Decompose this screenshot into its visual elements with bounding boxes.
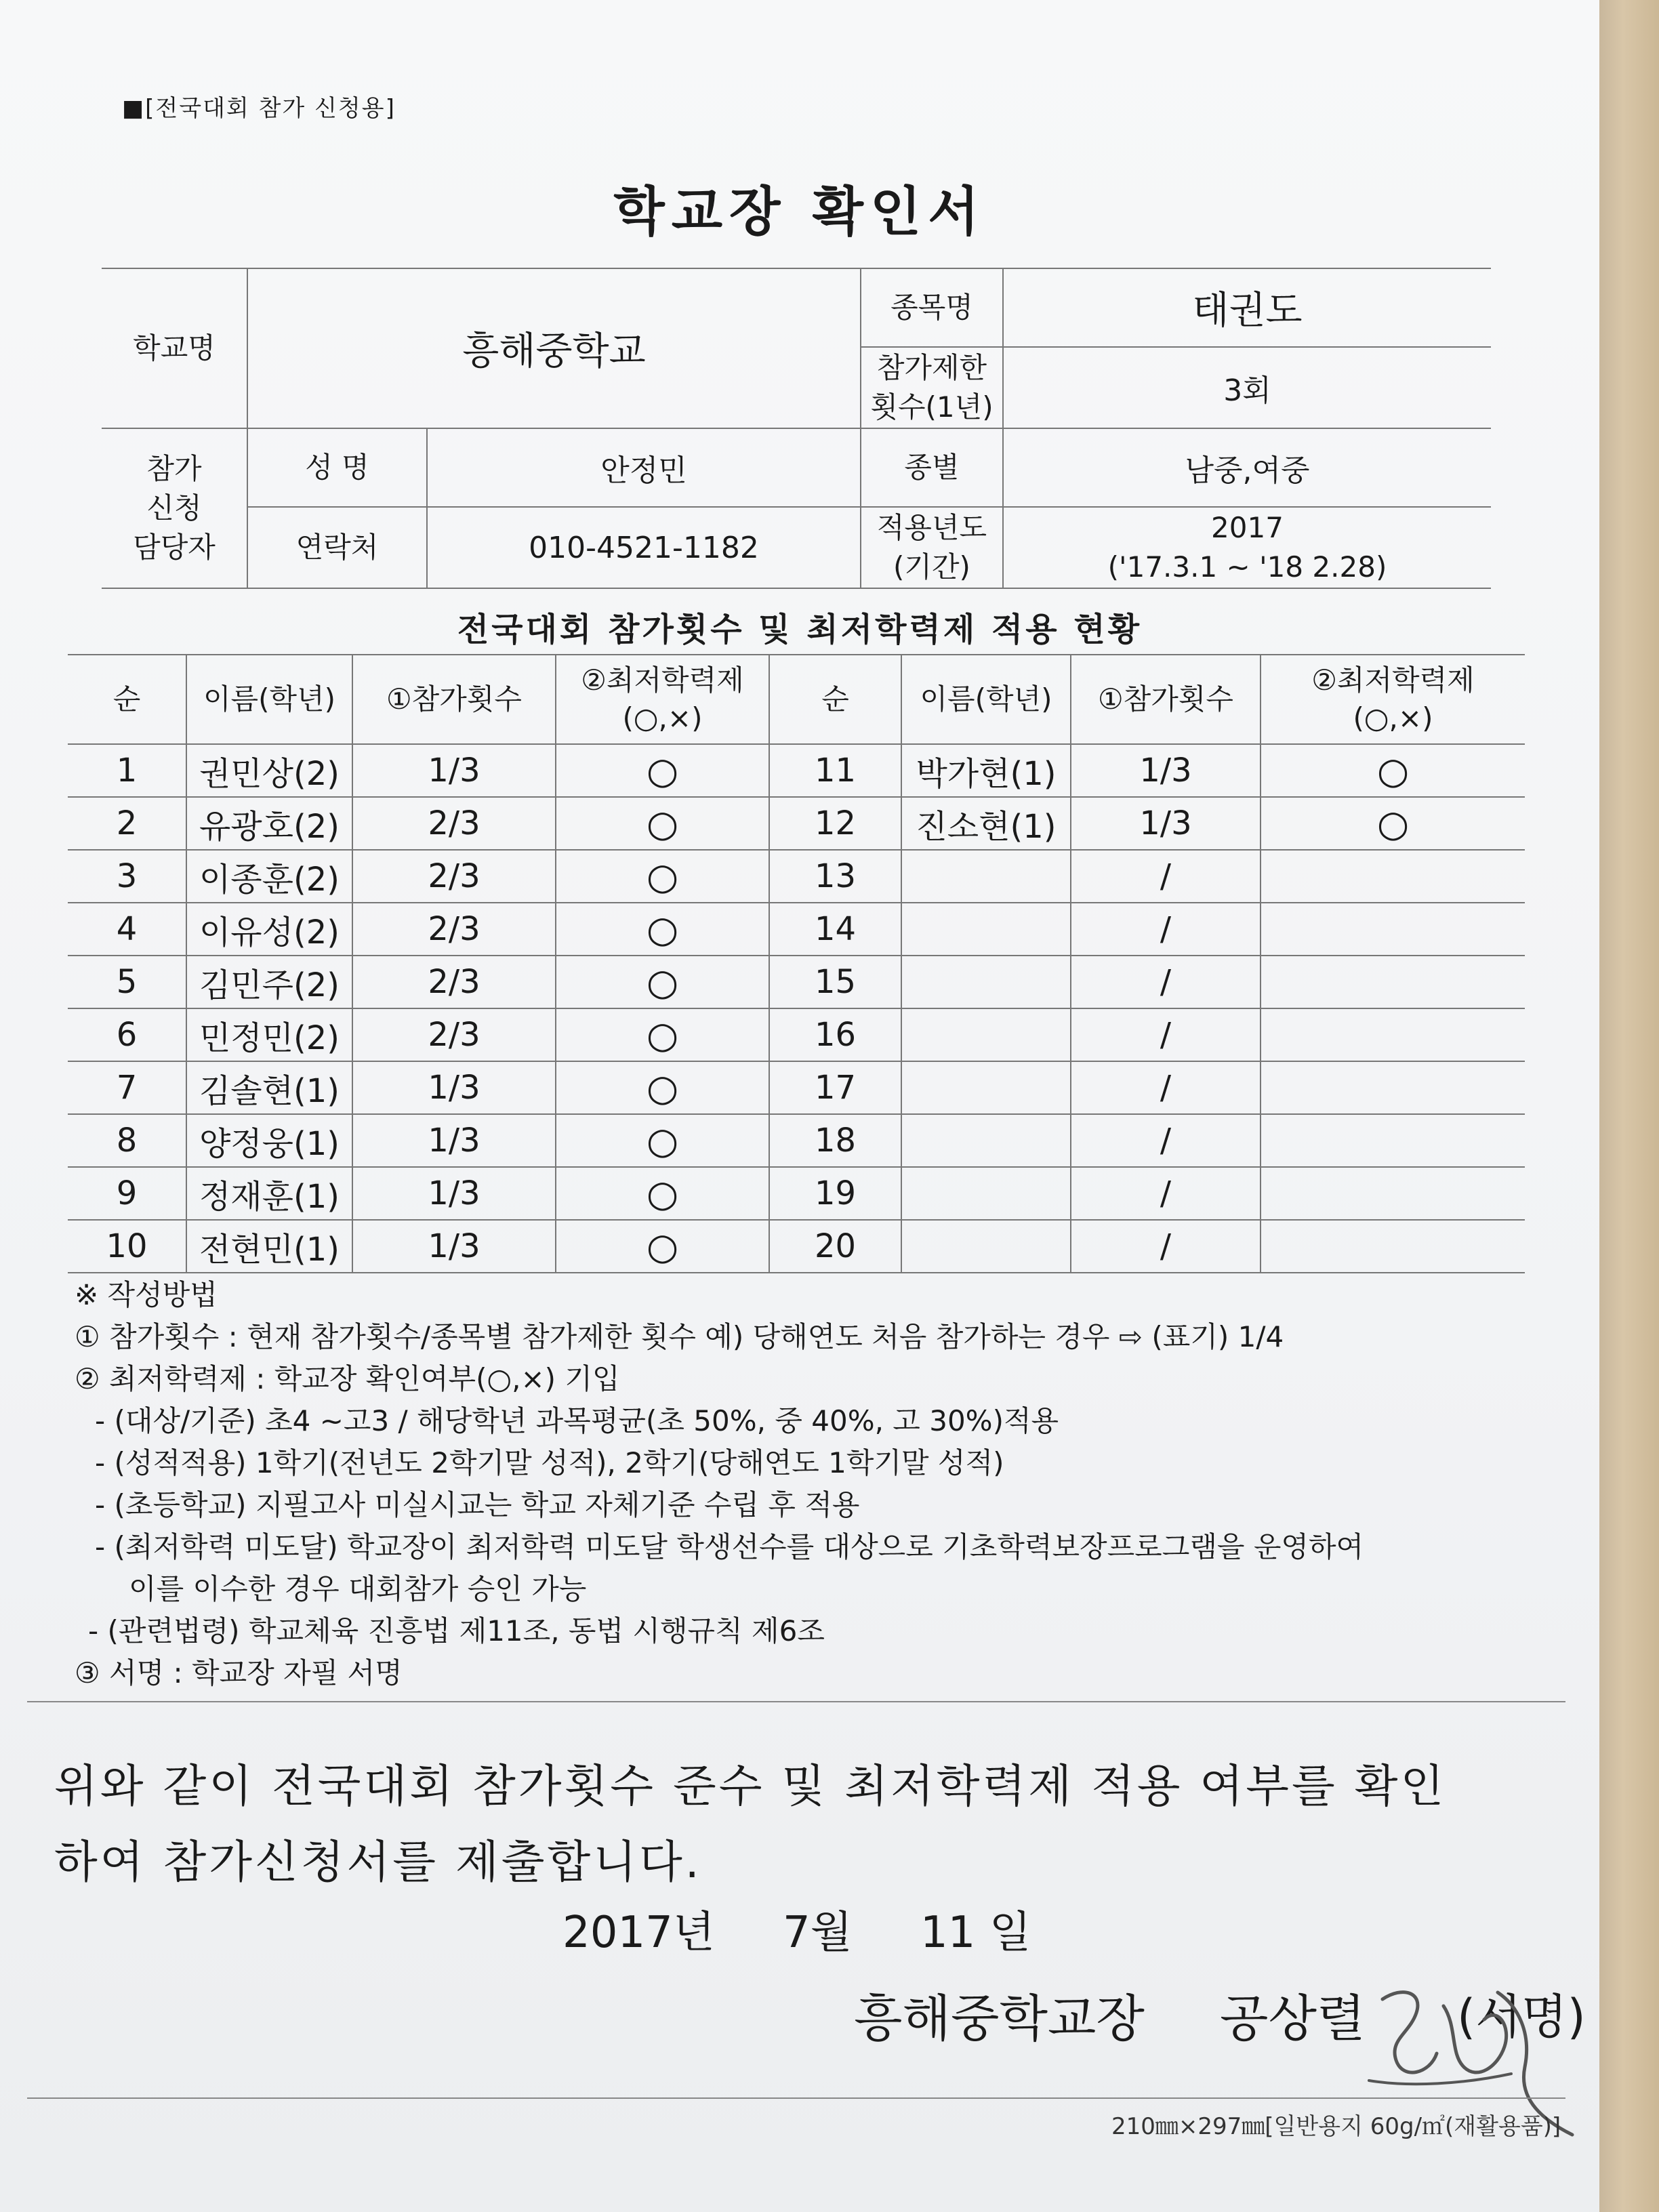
table-row (68, 1220, 1525, 1273)
cell-no: 15 (769, 956, 901, 1008)
table-row (68, 903, 1525, 956)
cell-name (901, 1008, 1071, 1061)
circle-mark: ○ (646, 1013, 679, 1057)
cell-count: / (1071, 1167, 1261, 1220)
cell-no: 4 (68, 903, 186, 956)
circle-mark: ○ (646, 802, 679, 845)
header-min: ②최저학력제 (○,×) (1261, 655, 1525, 744)
category-value: 남중,여중 (1003, 428, 1491, 507)
cell-name: 전현민(1) (186, 1220, 352, 1273)
cell-count: 2/3 (352, 903, 556, 956)
cell-mark (1261, 850, 1525, 903)
cell-mark (556, 956, 769, 1008)
header-no: 순 (68, 655, 186, 744)
cell-no: 7 (68, 1061, 186, 1114)
name-value: 안정민 (427, 428, 861, 507)
form-tag: ■[전국대회 참가 신청용] (122, 95, 396, 122)
cell-mark (556, 797, 769, 850)
section-title: 전국대회 참가횟수 및 최저학력제 적용 현황 (457, 611, 1143, 649)
circle-mark: ○ (1376, 802, 1410, 845)
limit-label: 참가제한 횟수(1년) (861, 347, 1003, 428)
year-value: 2017 ('17.3.1 ~ '18 2.28) (1003, 507, 1491, 588)
cell-no: 1 (68, 744, 186, 797)
note-line: 이를 이수한 경우 대회참가 승인 가능 (129, 1572, 587, 1605)
school-label: 학교명 (102, 268, 247, 428)
principal-title: 흥해중학교장 (854, 1990, 1145, 2048)
category-label: 종별 (861, 428, 1003, 507)
date-year: 2017년 (562, 1908, 715, 1958)
cell-count: 2/3 (352, 956, 556, 1008)
principal-name: 공상렬 (1220, 1990, 1366, 2048)
cell-mark (1261, 1114, 1525, 1167)
circle-mark: ○ (646, 749, 679, 792)
cell-name: 박가현(1) (901, 744, 1071, 797)
cell-mark (556, 1220, 769, 1273)
limit-value: 3회 (1003, 347, 1491, 428)
table-surface (1599, 0, 1659, 2212)
cell-no: 2 (68, 797, 186, 850)
cell-count: 1/3 (1071, 744, 1261, 797)
cell-name: 이유성(2) (186, 903, 352, 956)
cell-count: / (1071, 1061, 1261, 1114)
note-line: - (관련법령) 학교체육 진흥법 제11조, 동법 시행규칙 제6조 (88, 1614, 825, 1647)
year-label: 적용년도 (기간) (861, 507, 1003, 588)
table-body (68, 744, 1525, 1273)
cell-count: / (1071, 1008, 1261, 1061)
cell-mark (1261, 1220, 1525, 1273)
cell-no: 14 (769, 903, 901, 956)
cell-no: 20 (769, 1220, 901, 1273)
contact-label: 연락처 (247, 507, 427, 588)
table-row (68, 1114, 1525, 1167)
cell-count: 1/3 (352, 1061, 556, 1114)
declaration (54, 1748, 1446, 1900)
cell-no: 13 (769, 850, 901, 903)
table-row (68, 1061, 1525, 1114)
cell-mark (556, 744, 769, 797)
cell-count: / (1071, 850, 1261, 903)
table-row (68, 1008, 1525, 1061)
cell-no: 3 (68, 850, 186, 903)
cell-no: 10 (68, 1220, 186, 1273)
name-label: 성 명 (247, 428, 427, 507)
note-line: - (대상/기준) 초4 ~고3 / 해당학년 과목평균(초 50%, 중 40%, 고 30%)적용 (95, 1404, 1059, 1437)
cell-count: 1/3 (352, 1220, 556, 1273)
contact-value: 010-4521-1182 (427, 507, 861, 588)
cell-no: 8 (68, 1114, 186, 1167)
note-line: ③ 서명 : 학교장 자필 서명 (75, 1656, 403, 1689)
cell-count: 1/3 (352, 1114, 556, 1167)
document-date (562, 1898, 1086, 1960)
cell-name (901, 1061, 1071, 1114)
cell-count: 2/3 (352, 797, 556, 850)
cell-count: 1/3 (352, 744, 556, 797)
note-line: - (초등학교) 지필고사 미실시교는 학교 자체기준 수립 후 적용 (95, 1488, 860, 1521)
table-row (68, 744, 1525, 797)
divider (27, 1701, 1565, 1702)
info-table (102, 268, 1491, 589)
circle-mark: ○ (646, 855, 679, 898)
circle-mark: ○ (646, 1066, 679, 1109)
circle-mark: ○ (646, 960, 679, 1004)
cell-name: 김솔현(1) (186, 1061, 352, 1114)
cell-name: 진소현(1) (901, 797, 1071, 850)
event-value: 태권도 (1003, 268, 1491, 347)
school-value: 흥해중학교 (247, 268, 861, 428)
event-label: 종목명 (861, 268, 1003, 347)
cell-count: / (1071, 1220, 1261, 1273)
header-count: ①참가횟수 (1071, 655, 1261, 744)
cell-mark (1261, 1061, 1525, 1114)
cell-mark (1261, 744, 1525, 797)
cell-no: 16 (769, 1008, 901, 1061)
cell-name: 민정민(2) (186, 1008, 352, 1061)
cell-mark (556, 1167, 769, 1220)
circle-mark: ○ (1376, 749, 1410, 792)
cell-count: / (1071, 956, 1261, 1008)
cell-no: 12 (769, 797, 901, 850)
note-line: ② 최저학력제 : 학교장 확인여부(○,×) 기입 (75, 1362, 620, 1395)
cell-no: 17 (769, 1061, 901, 1114)
cell-mark (556, 1114, 769, 1167)
declaration-line: 위와 같이 전국대회 참가횟수 준수 및 최저학력제 적용 여부를 확인 (54, 1760, 1447, 1812)
cell-count: 2/3 (352, 1008, 556, 1061)
cell-no: 9 (68, 1167, 186, 1220)
cell-mark (1261, 956, 1525, 1008)
participation-table (68, 654, 1525, 1273)
cell-name: 이종훈(2) (186, 850, 352, 903)
cell-no: 18 (769, 1114, 901, 1167)
cell-mark (556, 1061, 769, 1114)
table-row (68, 797, 1525, 850)
cell-name (901, 903, 1071, 956)
header-count: ①참가횟수 (352, 655, 556, 744)
date-day: 11 일 (920, 1908, 1031, 1958)
header-name: 이름(학년) (186, 655, 352, 744)
cell-count: / (1071, 903, 1261, 956)
table-row (68, 956, 1525, 1008)
cell-name: 유광호(2) (186, 797, 352, 850)
note-line: - (성적적용) 1학기(전년도 2학기말 성적), 2학기(당해연도 1학기말 성적) (95, 1446, 1004, 1479)
signature-label: (서명) (1457, 1989, 1586, 2045)
cell-name: 정재훈(1) (186, 1167, 352, 1220)
cell-mark (1261, 903, 1525, 956)
cell-mark (1261, 1167, 1525, 1220)
cell-mark (556, 850, 769, 903)
paper-spec: 210㎜×297㎜[일반용지 60g/㎡(재활용품)] (1111, 2113, 1561, 2140)
cell-mark (556, 903, 769, 956)
cell-count: / (1071, 1114, 1261, 1167)
cell-name (901, 850, 1071, 903)
circle-mark: ○ (646, 1172, 679, 1215)
cell-count: 1/3 (1071, 797, 1261, 850)
cell-no: 6 (68, 1008, 186, 1061)
table-row (68, 850, 1525, 903)
cell-no: 11 (769, 744, 901, 797)
header-min: ②최저학력제 (○,×) (556, 655, 769, 744)
cell-name (901, 1114, 1071, 1167)
circle-mark: ○ (646, 1119, 679, 1162)
instructions (75, 1274, 1364, 1694)
document-title: 학교장 확인서 (613, 182, 986, 243)
table-header-row (68, 655, 1525, 744)
cell-no: 5 (68, 956, 186, 1008)
declaration-line: 하여 참가신청서를 제출합니다. (54, 1836, 702, 1888)
cell-name: 양정웅(1) (186, 1114, 352, 1167)
cell-mark (1261, 797, 1525, 850)
cell-name (901, 1220, 1071, 1273)
cell-name (901, 1167, 1071, 1220)
cell-name: 김민주(2) (186, 956, 352, 1008)
cell-count: 1/3 (352, 1167, 556, 1220)
cell-name: 권민상(2) (186, 744, 352, 797)
circle-mark: ○ (646, 907, 679, 951)
header-name: 이름(학년) (901, 655, 1071, 744)
cell-no: 19 (769, 1167, 901, 1220)
notes-heading: ※ 작성방법 (75, 1278, 218, 1311)
header-no: 순 (769, 655, 901, 744)
table-row (68, 1167, 1525, 1220)
cell-count: 2/3 (352, 850, 556, 903)
applicant-label: 참가 신청 담당자 (102, 428, 247, 588)
cell-name (901, 956, 1071, 1008)
circle-mark: ○ (646, 1225, 679, 1268)
cell-mark (556, 1008, 769, 1061)
cell-mark (1261, 1008, 1525, 1061)
date-month: 7월 (783, 1908, 853, 1958)
divider (27, 2097, 1565, 2099)
note-line: ① 참가횟수 : 현재 참가횟수/종목별 참가제한 횟수 예) 당해연도 처음 참가하는 경우 ⇨ (표기) 1/4 (75, 1320, 1284, 1353)
note-line: - (최저학력 미도달) 학교장이 최저학력 미도달 학생선수를 대상으로 기초학력보장프로그램을 운영하여 (95, 1530, 1364, 1563)
